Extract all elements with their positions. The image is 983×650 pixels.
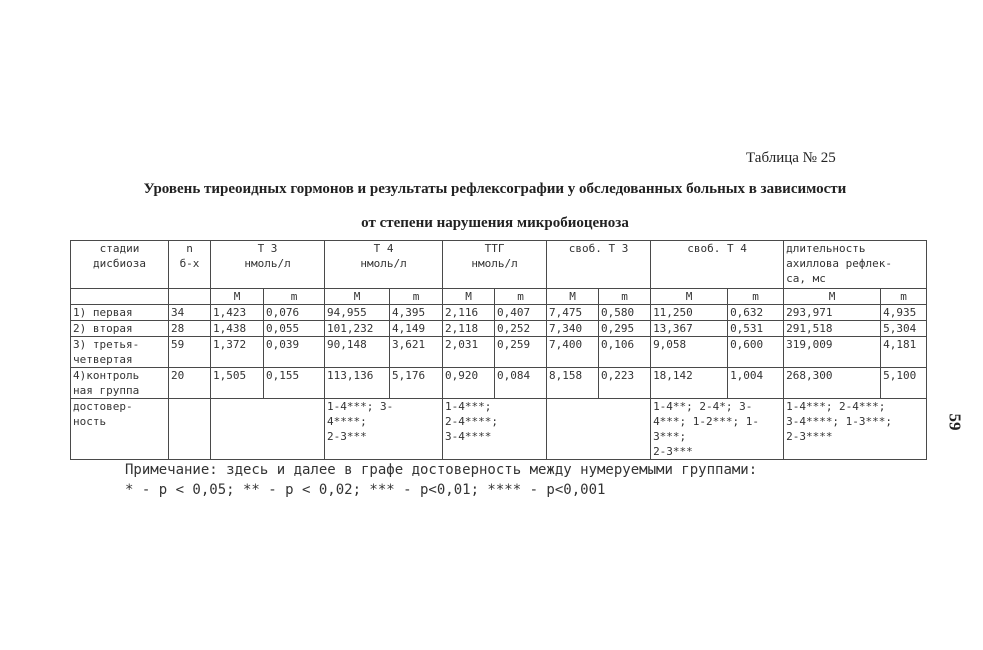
- table-cell: 0,580: [599, 305, 651, 321]
- table-cell: 0,039: [264, 337, 325, 368]
- table-cell: 11,250: [651, 305, 728, 321]
- table-cell: 0,531: [728, 321, 784, 337]
- table-title-line-2: от степени нарушения микробиоценоза: [361, 215, 629, 231]
- header-row: [71, 241, 927, 289]
- table-cell: 4,149: [390, 321, 443, 337]
- subheader-cell: m: [881, 289, 927, 305]
- table-cell: 94,955: [325, 305, 390, 321]
- table-cell: 7,400: [547, 337, 599, 368]
- table-cell: 90,148: [325, 337, 390, 368]
- table-cell: 2,116: [443, 305, 495, 321]
- row-stage: 1) первая: [71, 305, 169, 321]
- table-cell: 4,935: [881, 305, 927, 321]
- table-cell: 0,223: [599, 368, 651, 399]
- row-stage: 4)контроль ная группа: [71, 368, 169, 399]
- subheader-empty: [71, 289, 169, 305]
- significance-row: [71, 399, 927, 460]
- subheader-cell: М: [547, 289, 599, 305]
- table-cell: 268,300: [784, 368, 881, 399]
- table-cell: 0,155: [264, 368, 325, 399]
- significance-t3: [211, 399, 325, 460]
- table-cell: 2,031: [443, 337, 495, 368]
- header-stage: стадии дисбиоза: [71, 241, 169, 289]
- table-cell: 113,136: [325, 368, 390, 399]
- subheader-cell: m: [728, 289, 784, 305]
- row-n: 28: [169, 321, 211, 337]
- significance-reflex: 1-4***; 2-4***; 3-4****; 1-3***; 2-3****: [784, 399, 927, 460]
- subheader-cell: М: [651, 289, 728, 305]
- table-cell: 0,632: [728, 305, 784, 321]
- header-ttg: ТТГ нмоль/л: [443, 241, 547, 289]
- subheader-cell: М: [443, 289, 495, 305]
- table-cell: 7,340: [547, 321, 599, 337]
- table-cell: 0,055: [264, 321, 325, 337]
- table-row: [71, 305, 927, 321]
- table-cell: 0,600: [728, 337, 784, 368]
- table-row: [71, 321, 927, 337]
- row-stage: 2) вторая: [71, 321, 169, 337]
- row-n: 34: [169, 305, 211, 321]
- table-cell: 7,475: [547, 305, 599, 321]
- hormone-reflex-table: [70, 240, 927, 460]
- table-cell: 0,076: [264, 305, 325, 321]
- table-cell: 1,505: [211, 368, 264, 399]
- significance-free-t4: 1-4**; 2-4*; 3- 4***; 1-2***; 1- 3***; 2-3***: [651, 399, 784, 460]
- table-cell: 0,920: [443, 368, 495, 399]
- table-cell: 1,438: [211, 321, 264, 337]
- table-cell: 1,423: [211, 305, 264, 321]
- table-cell: 13,367: [651, 321, 728, 337]
- table-cell: 4,181: [881, 337, 927, 368]
- table-cell: 291,518: [784, 321, 881, 337]
- table-cell: 0,252: [495, 321, 547, 337]
- subheader-cell: М: [325, 289, 390, 305]
- table-caption: Таблица № 25: [746, 150, 836, 166]
- table-cell: 319,009: [784, 337, 881, 368]
- table-row: [71, 337, 927, 368]
- header-n: n б-х: [169, 241, 211, 289]
- row-stage: 3) третья- четвертая: [71, 337, 169, 368]
- table-cell: 4,395: [390, 305, 443, 321]
- table-cell: 18,142: [651, 368, 728, 399]
- significance-label: достовер- ность: [71, 399, 169, 460]
- subheader-cell: М: [211, 289, 264, 305]
- header-reflex: длительность ахиллова рефлек- са, мс: [784, 241, 927, 289]
- subheader-cell: М: [784, 289, 881, 305]
- footnote: [125, 460, 757, 500]
- table-row: [71, 368, 927, 399]
- header-t3: Т 3 нмоль/л: [211, 241, 325, 289]
- significance-empty: [169, 399, 211, 460]
- row-n: 20: [169, 368, 211, 399]
- table-cell: 1,372: [211, 337, 264, 368]
- footnote-line-2: * - p < 0,05; ** - p < 0,02; *** - p<0,01; **** - p<0,001: [125, 482, 606, 498]
- table-cell: 293,971: [784, 305, 881, 321]
- header-free-t4: своб. Т 4: [651, 241, 784, 289]
- table-cell: 2,118: [443, 321, 495, 337]
- table-cell: 5,100: [881, 368, 927, 399]
- subheader-cell: m: [390, 289, 443, 305]
- subheader-empty: [169, 289, 211, 305]
- table-cell: 0,084: [495, 368, 547, 399]
- table-title-line-1: Уровень тиреоидных гормонов и результаты рефлексографии у обследованных больных в зависимости: [143, 181, 847, 197]
- significance-t4: 1-4***; 3- 4****; 2-3***: [325, 399, 443, 460]
- significance-free-t3: [547, 399, 651, 460]
- table-cell: 5,304: [881, 321, 927, 337]
- header-free-t3: своб. Т 3: [547, 241, 651, 289]
- row-n: 59: [169, 337, 211, 368]
- table-cell: 3,621: [390, 337, 443, 368]
- table-cell: 8,158: [547, 368, 599, 399]
- table-cell: 0,106: [599, 337, 651, 368]
- header-t4: Т 4 нмоль/л: [325, 241, 443, 289]
- table-cell: 1,004: [728, 368, 784, 399]
- subheader-cell: m: [264, 289, 325, 305]
- table-cell: 0,295: [599, 321, 651, 337]
- subheader-cell: m: [599, 289, 651, 305]
- table-cell: 0,407: [495, 305, 547, 321]
- significance-ttg: 1-4***; 2-4****; 3-4****: [443, 399, 547, 460]
- table-cell: 5,176: [390, 368, 443, 399]
- page-number: 59: [945, 413, 965, 431]
- footnote-line-1: Примечание: здесь и далее в графе достоверность между нумеруемыми группами:: [125, 462, 758, 478]
- subheader-row: [71, 289, 927, 305]
- table-cell: 9,058: [651, 337, 728, 368]
- table-cell: 101,232: [325, 321, 390, 337]
- table-cell: 0,259: [495, 337, 547, 368]
- subheader-cell: m: [495, 289, 547, 305]
